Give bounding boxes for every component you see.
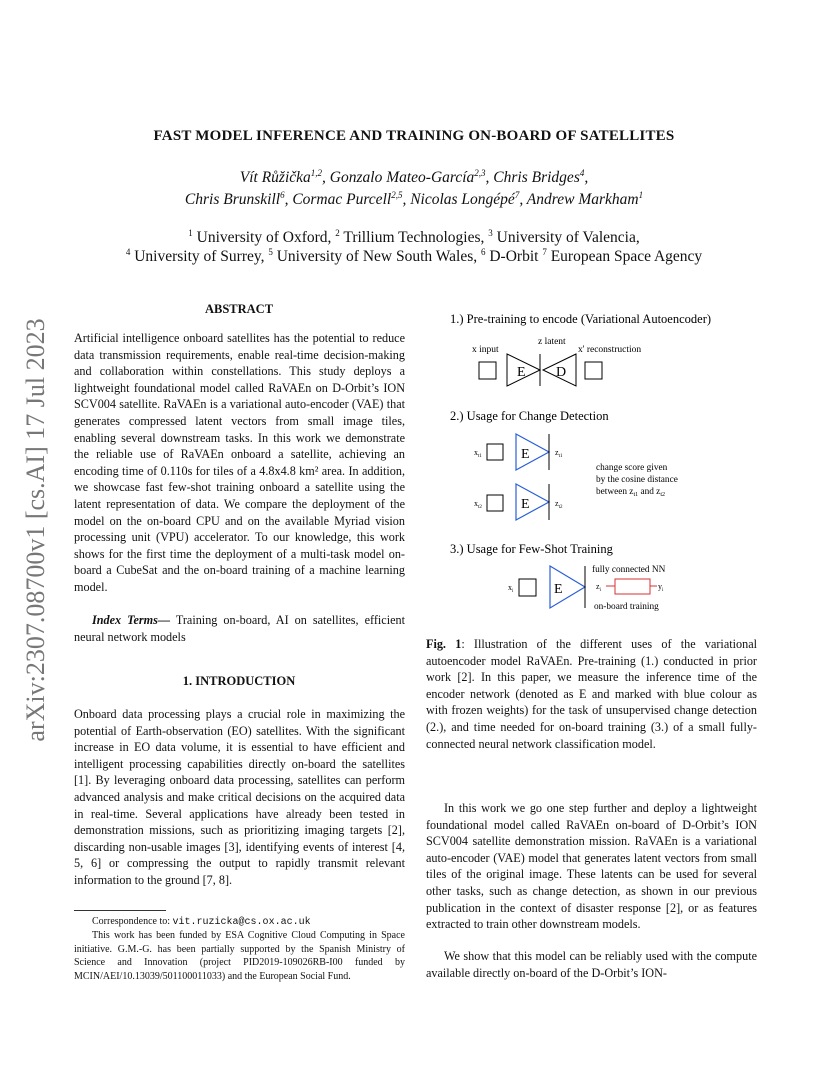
index-terms: [74, 612, 405, 645]
svg-text:xi: $x_i$: [508, 583, 514, 594]
arxiv-sidebar-stamp: [18, 300, 54, 760]
arxiv-id: arXiv:2307.08700v1 [cs.AI] 17 Jul 2023: [21, 318, 50, 742]
change-line-2: by the cosine distance: [596, 475, 678, 485]
author-sup: 1,2: [310, 168, 323, 178]
affiliation: University of Valencia: [496, 229, 636, 247]
decoder-letter: D: [556, 365, 567, 380]
figure-caption: [426, 636, 757, 752]
author-sup: 4: [579, 168, 585, 178]
panel3-title: 3.) Usage for Few-Shot Training: [450, 542, 613, 556]
z-t2-label: $z_{t2}$: [555, 499, 563, 510]
footnote: [74, 915, 405, 983]
caption-text: : Illustration of the different uses of the variational autoencoder model RaVAEn. Pre-training (1.) conducted in prior work [2]. In this paper, we measure the inference time of the encoder network (denoted as E and marked with blue colour as with frozen weights) for the task of unsupervised change detection (2.), and time needed for on-board training (3.) of a small fully-connected neural network classification model.: [426, 637, 757, 751]
author-name: Vít Růžička: [239, 169, 311, 187]
affiliation: European Space Agency: [550, 248, 703, 266]
panel1-title: 1.) Pre-training to encode (Variational Autoencoder): [450, 312, 712, 326]
affiliation: Trillium Technologies: [343, 229, 481, 247]
author-name: Gonzalo Mateo-García: [329, 169, 475, 187]
affil-sup: 7: [542, 247, 547, 257]
panel2-title: 2.) Usage for Change Detection: [450, 409, 609, 423]
author-sup: 6: [280, 190, 285, 200]
reconstruction-image-box: [585, 362, 602, 379]
authors-line-2: Chris Brunskill$^6$, Cormac Purcell$^{2,5}$, Nicolas Longépé$^7$, Andrew Markham$^1$: [184, 190, 644, 209]
author-name: Nicolas Longépé: [410, 191, 515, 209]
onboard-training-label: on-board training: [594, 602, 659, 612]
author-name: Chris Bridges: [493, 169, 580, 187]
affiliations-line-2: $^4$ University of Surrey, $^5$ University of New South Wales, $^6$ D-Orbit $^7$ European Space Agency: [125, 247, 703, 266]
fc-label: fully connected NN: [592, 565, 666, 575]
figure-1-diagram: [420, 300, 820, 625]
image-t2-box: [487, 495, 503, 511]
x-t2-label: $x_{t2}$: [474, 499, 482, 510]
affil-sup: 4: [125, 247, 131, 257]
affil-sup: 6: [480, 247, 486, 257]
correspondence-label: Correspondence to:: [92, 916, 171, 927]
author-sup: 2,3: [474, 168, 486, 178]
email-link[interactable]: vit.ruzicka@cs.ox.ac.uk: [172, 917, 311, 928]
index-terms-text: Training on-board, AI on satellites, efficient neural network models: [74, 613, 405, 644]
author-name: Andrew Markham: [526, 191, 639, 209]
authors-line-1: Vít Růžička$^{1,2}$, Gonzalo Mateo-García$^{2,3}$, Chris Bridges$^4$,: [239, 168, 589, 187]
right-paragraph-1: In this work we go one step further and deploy a lightweight foundational model called RaVAEn on-board of D-Orbit’s ION SCV004 satellite demonstration mission. RaVAEn is a variational auto-encoder (VAE) model that generates latent vectors from small tiles of the original image. These latents can be used for several other tasks, such as change detection, as shown in our previous publication in the context of disaster response [2], or as features extracted to train other downstream models.: [426, 801, 757, 932]
author-sup: 7: [514, 190, 520, 200]
abstract-heading: ABSTRACT: [204, 302, 274, 316]
x-t1-label: $x_{t1}$: [474, 448, 482, 459]
encoder-fewshot-letter: E: [554, 582, 563, 597]
funding-note: This work has been funded by ESA Cognitive Cloud Computing in Space initiative. G.M.-G. has been partially supported by the Spanish Ministry of Science and Innovation (project PID2019-109026RB-I00 funded by MCIN/AEI/10.13039/501100011033) and the European Social Fund.: [74, 930, 405, 982]
introduction-heading: 1. INTRODUCTION: [182, 674, 296, 688]
change-line-3: between $z_{t1}$ and $z_{t2}$: [596, 487, 665, 498]
x-input-label: x input: [472, 345, 499, 355]
encoder-t2-letter: E: [521, 497, 530, 512]
input-image-box: [479, 362, 496, 379]
image-t1-box: [487, 444, 503, 460]
affiliations-line-1: $^1$ University of Oxford, $^2$ Trillium Technologies, $^3$ University of Valencia,: [188, 228, 640, 247]
affil-sup: 5: [268, 247, 273, 257]
author-sup: 2,5: [391, 190, 403, 200]
introduction-body: Onboard data processing plays a crucial role in maximizing the potential of Earth-observation (EO) satellites. With the significant increase in EO data volume, it is essential to have efficient and intelligent processing capabilities directly on-board the satellites [1]. By leveraging onboard data processing, satellites can perform advanced analysis and make critical decisions on the acquired data in real-time. Several applications have already been tested in demonstration missions, such as prioritizing imaging targets [2], discarding non-usable images [3], identifying events of interest [4, 5, 6] or compressing the output to rapidly transmit relevant information to the ground [7, 8].: [74, 707, 405, 887]
encoder-t1-letter: E: [521, 447, 530, 462]
image-xi-box: [519, 579, 536, 596]
index-terms-label: Index Terms—: [92, 613, 171, 627]
svg-text:zi: $z_i$: [596, 582, 601, 593]
affiliation: University of New South Wales: [276, 248, 474, 266]
paper-title: FAST MODEL INFERENCE AND TRAINING ON-BOARD OF SATELLITES: [153, 128, 675, 144]
affiliation: University of Surrey: [134, 248, 261, 266]
abstract-body: Artificial intelligence onboard satellites has the potential to reduce data transmission requirements, enable real-time decision-making and collaboration within constellations. This study deploys a lightweight foundational model called RaVAEn on D-Orbit’s ION SCV004 satellite. RaVAEn is a variational auto-encoder (VAE) that generates compressed latent vectors from small image tiles, enabling several downstream tasks. In this work we demonstrate the reliable use of RaVAEn onboard a satellite, achieving an encoding time of 0.110s for tiles of a 4.8x4.8 km² area. In addition, we showcase fast few-shot training onboard a satellite using the latent representation of data. We compare the deployment of the model on the on-board CPU and on the available Myriad vision processing unit (VPU) accelerator. To our knowledge, this work shows for the first time the deployment of a multi-task model on-board a CubeSat and the on-board training of a machine learning model.: [74, 331, 405, 594]
right-paragraph-2: We show that this model can be reliably used with the compute available directly on-board of the D-Orbit’s ION-: [426, 949, 757, 980]
affil-sup: 2: [335, 228, 340, 238]
encoder-letter: E: [517, 365, 526, 380]
caption-label: Fig. 1: [426, 637, 462, 651]
z-latent-label: z latent: [538, 337, 566, 347]
x-recon-label: x' reconstruction: [578, 345, 642, 355]
author-sup: 1: [638, 190, 644, 200]
z-t1-label: $z_{t1}$: [555, 448, 563, 459]
footnote-rule: [74, 910, 166, 911]
affil-sup: 1: [188, 228, 193, 238]
change-line-1: change score given: [596, 463, 668, 473]
affiliation: D-Orbit: [489, 248, 539, 266]
author-name: Chris Brunskill: [184, 191, 281, 209]
fc-network-box: [615, 579, 650, 594]
affil-sup: 3: [488, 228, 493, 238]
svg-text:yi: $y_i$: [658, 582, 664, 593]
affiliation: University of Oxford: [196, 229, 328, 247]
author-name: Cormac Purcell: [292, 191, 392, 209]
